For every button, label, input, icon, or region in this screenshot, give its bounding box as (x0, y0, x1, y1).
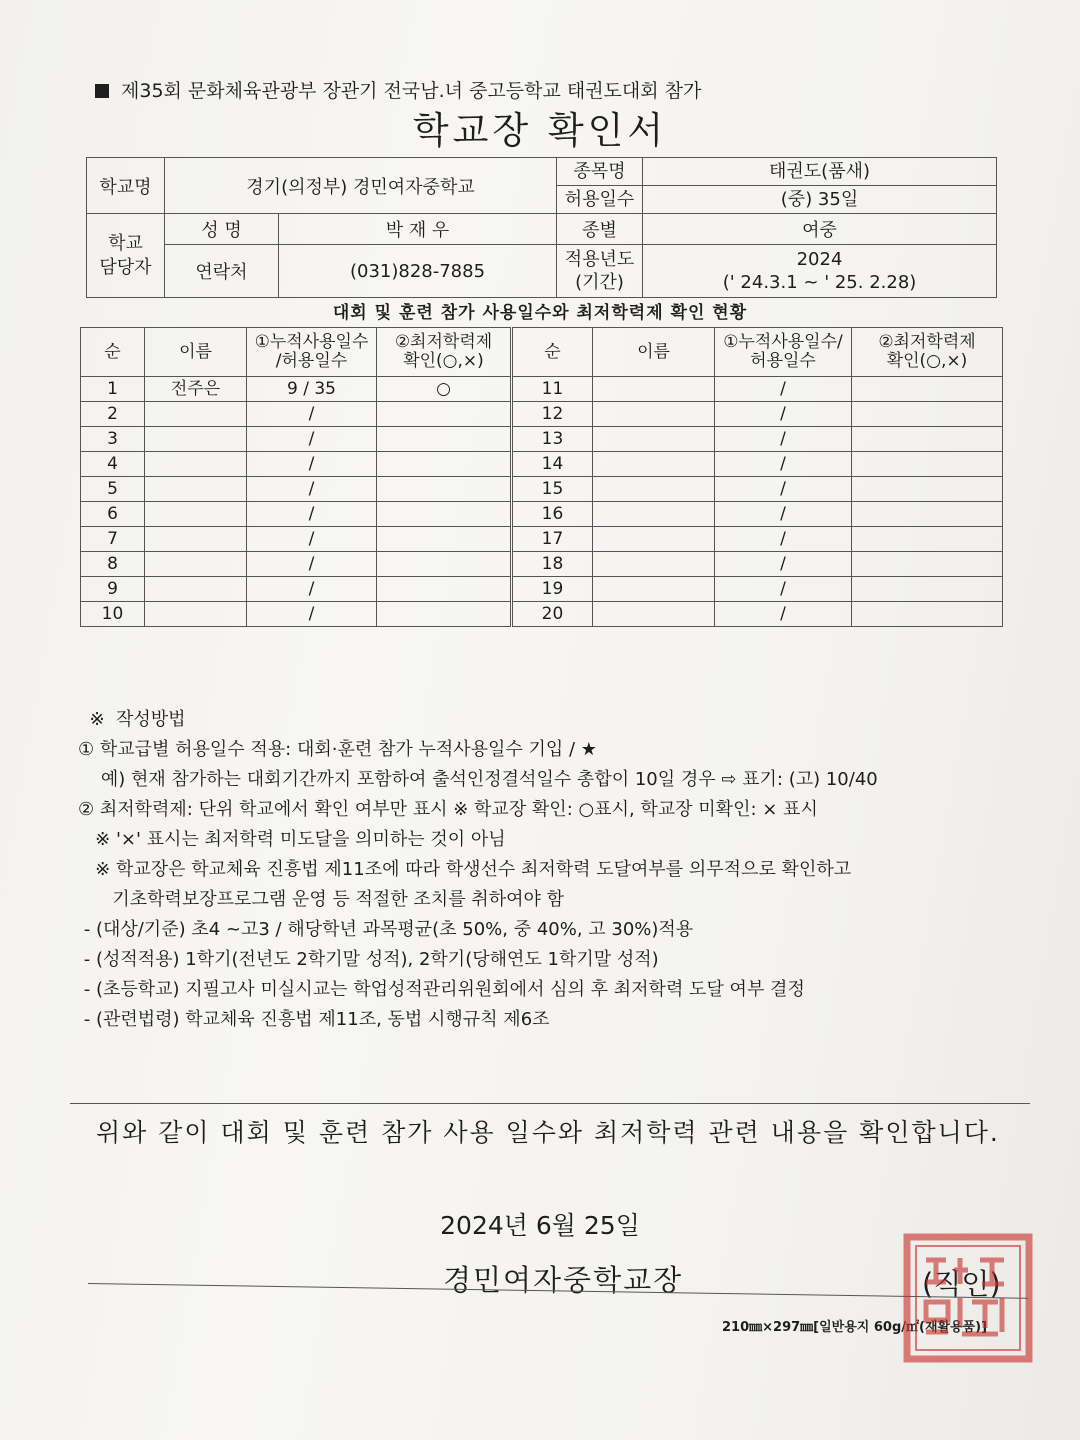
row-days: / (715, 477, 852, 502)
paper-spec: 210㎜×297㎜[일반용지 60g/㎡(재활용품)] (722, 1320, 988, 1335)
row-no: 19 (513, 577, 593, 602)
divider (70, 1103, 1030, 1104)
status-table-left (80, 327, 511, 627)
name-value: 박 재 우 (279, 214, 557, 245)
square-bullet-icon (95, 84, 109, 98)
row-days: / (247, 502, 377, 527)
table-row (81, 477, 511, 502)
col-name: 이름 (145, 328, 247, 377)
table-row (513, 377, 1003, 402)
allowed-value: (중) 35일 (780, 189, 859, 210)
school-label: 학교명 (87, 158, 165, 214)
school-value: 경기(의정부) 경민여자중학교 (165, 158, 557, 214)
row-name (145, 427, 247, 452)
row-name (145, 477, 247, 502)
allowed-label: 허용일수 (564, 189, 635, 210)
table-row (81, 502, 511, 527)
table-row (81, 427, 511, 452)
row-check: ○ (377, 377, 511, 402)
instruction-line: - (대상/기준) 초4 ~고3 / 해당학년 과목평균(초 50%, 중 40%, 고 30%)적용 (78, 919, 694, 940)
header-line (95, 76, 701, 103)
col-name: 이름 (593, 328, 715, 377)
table-row (513, 502, 1003, 527)
row-days: / (715, 452, 852, 477)
row-no: 5 (81, 477, 145, 502)
row-days: / (247, 577, 377, 602)
row-check (852, 402, 1003, 427)
row-check (852, 577, 1003, 602)
row-name (593, 377, 715, 402)
year-value: 2024 (796, 249, 843, 270)
row-check (377, 452, 511, 477)
writing-instructions (78, 705, 878, 1035)
manager-label: 학교 담당자 (87, 214, 165, 298)
row-check (377, 552, 511, 577)
instruction-line: ※ '×' 표시는 최저학력 미도달을 의미하는 것이 아님 (78, 829, 506, 850)
row-days: / (247, 452, 377, 477)
row-no: 6 (81, 502, 145, 527)
row-days: / (715, 377, 852, 402)
row-check (852, 377, 1003, 402)
row-days: / (715, 602, 852, 627)
col-days: ①누적사용일수 /허용일수 (247, 328, 377, 377)
row-no: 18 (513, 552, 593, 577)
row-days: / (715, 577, 852, 602)
row-check (377, 477, 511, 502)
row-days: / (715, 502, 852, 527)
status-table-right (512, 327, 1003, 627)
row-check (852, 602, 1003, 627)
row-no: 12 (513, 402, 593, 427)
instruction-line: ※ 작성방법 (78, 709, 186, 730)
instruction-line: ※ 학교장은 학교체육 진흥법 제11조에 따라 학생선수 최저학력 도달여부를 의무적으로 확인하고 (78, 859, 852, 880)
info-table (86, 157, 997, 298)
table-row (81, 552, 511, 577)
table-row (513, 452, 1003, 477)
row-check (852, 552, 1003, 577)
col-check: ②최저학력제 확인(○,×) (377, 328, 511, 377)
col-check: ②최저학력제 확인(○,×) (852, 328, 1003, 377)
row-check (852, 527, 1003, 552)
event-label: 종목명 (557, 158, 642, 186)
confirmation-text: 위와 같이 대회 및 훈련 참가 사용 일수와 최저학력 관련 내용을 확인합니다. (96, 1118, 1000, 1147)
name-label: 성 명 (165, 214, 279, 245)
year-label: 적용년도 (기간) (557, 245, 643, 298)
row-no: 10 (81, 602, 145, 627)
row-name (593, 427, 715, 452)
row-no: 9 (81, 577, 145, 602)
row-check (852, 502, 1003, 527)
instruction-line: - (성적적용) 1학기(전년도 2학기말 성적), 2학기(당해연도 1학기말 성적) (78, 949, 659, 970)
row-no: 17 (513, 527, 593, 552)
row-days: / (247, 552, 377, 577)
gender-value: 여중 (643, 214, 997, 245)
row-name (593, 527, 715, 552)
instruction-line: - (초등학교) 지필고사 미실시교는 학업성적관리위원회에서 심의 후 최저학력 도달 여부 결정 (78, 979, 805, 1000)
seal-label: (직인) (922, 1267, 1001, 1301)
row-check (377, 577, 511, 602)
row-name (145, 602, 247, 627)
row-check (377, 402, 511, 427)
table-row (513, 552, 1003, 577)
row-no: 11 (513, 377, 593, 402)
row-check (377, 527, 511, 552)
row-name (145, 402, 247, 427)
row-name (593, 477, 715, 502)
period-value: (' 24.3.1 ~ ' 25. 2.28) (722, 272, 917, 293)
table-row (81, 402, 511, 427)
row-name (593, 502, 715, 527)
status-title: 대회 및 훈련 참가 사용일수와 최저학력제 확인 현황 (332, 303, 748, 323)
row-no: 7 (81, 527, 145, 552)
table-row (81, 527, 511, 552)
row-days: / (715, 552, 852, 577)
row-days: / (247, 402, 377, 427)
row-name (145, 552, 247, 577)
col-no: 순 (513, 328, 593, 377)
table-row (513, 577, 1003, 602)
table-row (81, 452, 511, 477)
row-days: / (247, 527, 377, 552)
row-name (593, 402, 715, 427)
instruction-line: - (관련법령) 학교체육 진흥법 제11조, 동법 시행규칙 제6조 (78, 1009, 550, 1030)
row-name (593, 452, 715, 477)
row-name (593, 577, 715, 602)
row-name (593, 552, 715, 577)
row-name (593, 602, 715, 627)
contact-value: (031)828-7885 (279, 245, 557, 298)
row-check (377, 502, 511, 527)
row-days: / (715, 427, 852, 452)
table-row (513, 427, 1003, 452)
row-days: / (247, 477, 377, 502)
row-no: 16 (513, 502, 593, 527)
event-value: 태권도(품새) (643, 158, 996, 186)
row-check (377, 427, 511, 452)
table-row (81, 602, 511, 627)
table-row (513, 602, 1003, 627)
table-row (513, 402, 1003, 427)
row-check (852, 452, 1003, 477)
col-no: 순 (81, 328, 145, 377)
row-name: 전주은 (145, 377, 247, 402)
instruction-line: 기초학력보장프로그램 운영 등 적절한 조치를 취하여야 함 (78, 889, 564, 910)
row-days: / (247, 427, 377, 452)
instruction-line: ② 최저학력제: 단위 학교에서 확인 여부만 표시 ※ 학교장 확인: ○표시, 학교장 미확인: × 표시 (78, 799, 818, 820)
row-no: 3 (81, 427, 145, 452)
row-name (145, 502, 247, 527)
row-days: / (715, 527, 852, 552)
table-row (513, 527, 1003, 552)
row-check (852, 427, 1003, 452)
row-name (145, 577, 247, 602)
row-no: 4 (81, 452, 145, 477)
col-days: ①누적사용일수/ 허용일수 (715, 328, 852, 377)
row-no: 1 (81, 377, 145, 402)
row-days: 9 / 35 (247, 377, 377, 402)
school-seal-stamp-icon (902, 1232, 1034, 1364)
table-row (81, 377, 511, 402)
row-check (377, 602, 511, 627)
instruction-line: 예) 현재 참가하는 대회기간까지 포함하여 출석인정결석일수 총합이 10일 경우 ⇨ 표기: (고) 10/40 (78, 769, 878, 790)
instruction-line: ① 학교급별 허용일수 적용: 대회·훈련 참가 누적사용일수 기입 / ★ (78, 739, 597, 760)
row-name (145, 527, 247, 552)
row-no: 2 (81, 402, 145, 427)
contact-label: 연락처 (165, 245, 279, 298)
row-no: 13 (513, 427, 593, 452)
table-row (81, 577, 511, 602)
table-row (513, 477, 1003, 502)
gender-label: 종별 (557, 214, 643, 245)
document-title: 학교장 확인서 (412, 109, 668, 152)
header-text: 제35회 문화체육관광부 장관기 전국남.녀 중고등학교 태권도대회 참가 (121, 80, 702, 102)
row-no: 15 (513, 477, 593, 502)
row-no: 14 (513, 452, 593, 477)
row-name (145, 452, 247, 477)
row-no: 8 (81, 552, 145, 577)
row-check (852, 477, 1003, 502)
issue-date: 2024년 6월 25일 (440, 1211, 640, 1240)
row-days: / (247, 602, 377, 627)
row-no: 20 (513, 602, 593, 627)
principal-title: 경민여자중학교장 (443, 1263, 684, 1297)
row-days: / (715, 402, 852, 427)
